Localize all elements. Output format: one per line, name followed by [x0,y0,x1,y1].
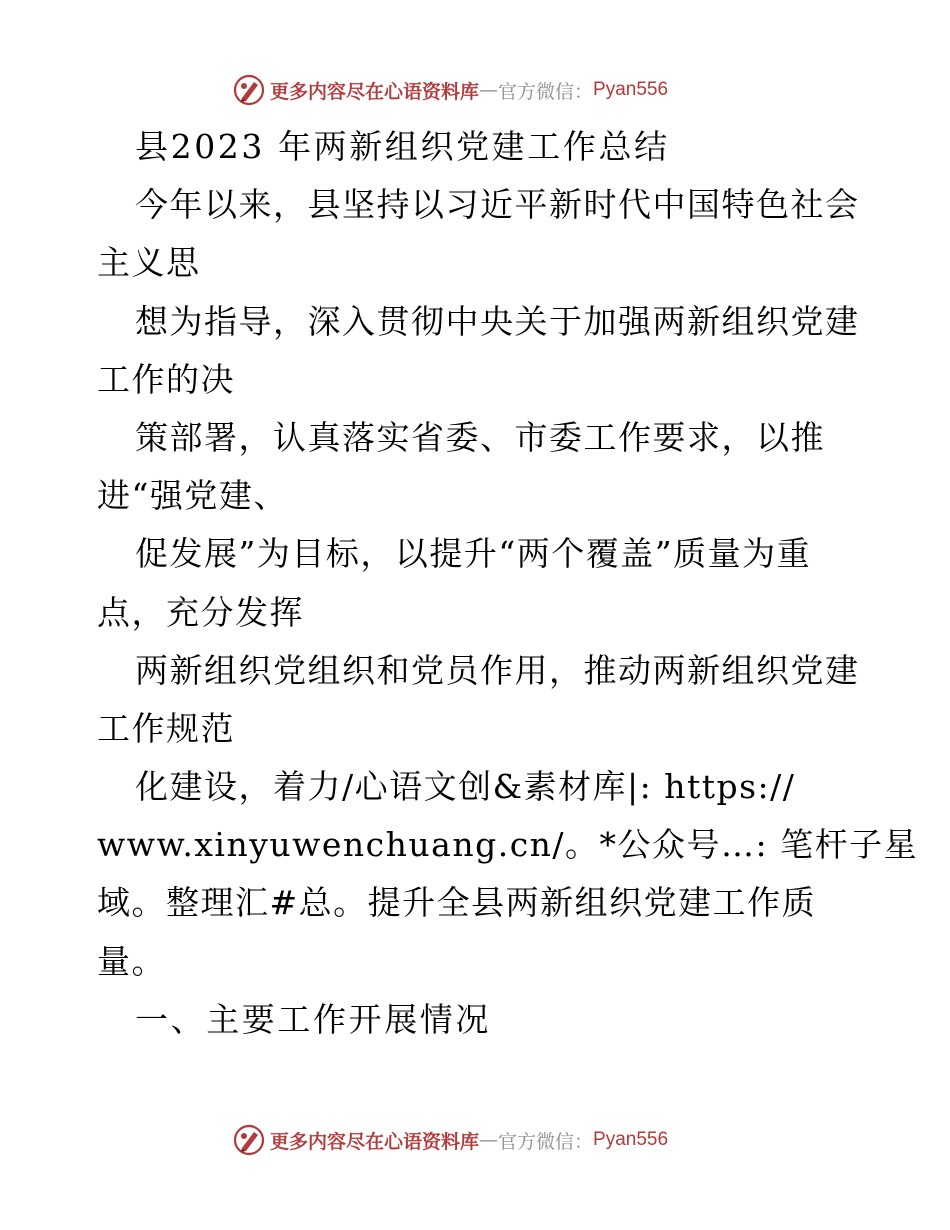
banner-gray-text: 官方微信： [498,1130,594,1153]
body-line: 策部署，认真落实省委、市委工作要求，以推 [135,417,825,457]
body-line: 想为指导，深入贯彻中央关于加强两新组织党建 [135,301,860,341]
banner-red-text: 更多内容尽在心语资料库 [270,80,480,103]
section-heading: 一、主要工作开展情况 [135,999,491,1039]
body-line: 促发展”为目标，以提升“两个覆盖”质量为重 [135,534,812,574]
banner-red-text: 更多内容尽在心语资料库 [270,1130,480,1153]
banner-separator: — [479,79,499,101]
body-line: 量。 [97,941,166,981]
body-line: 主义思 [97,243,201,283]
body-line: 两新组织党组织和党员作用，推动两新组织党建 [135,650,860,690]
body-line: 域。整理汇#总。提升全县两新组织党建工作质 [97,883,817,923]
banner-separator: — [479,1129,499,1151]
body-line: 工作规范 [97,708,235,748]
body-line: 进“强党建、 [97,476,288,516]
footer-banner[interactable] [232,1123,752,1157]
pen-logo-icon [232,1123,266,1157]
body-line: 点，充分发挥 [97,592,304,632]
body-line: 工作的决 [97,359,235,399]
banner-wechat-id: Pyan556 [593,1129,669,1150]
document-body [97,118,919,1049]
banner-gray-text: 官方微信： [498,80,594,103]
banner-wechat-id: Pyan556 [593,79,669,100]
body-line: www.xinyuwenchuang.cn/。*公众号…: 笔杆子星 [97,825,919,865]
pen-logo-icon [232,73,266,107]
header-banner[interactable] [232,73,752,107]
body-line: 化建设，着力/心语文创&素材库|: https:// [135,767,796,807]
body-line: 今年以来，县坚持以习近平新时代中国特色社会 [135,185,860,225]
document-title: 县2023 年两新组织党建工作总结 [135,127,670,166]
